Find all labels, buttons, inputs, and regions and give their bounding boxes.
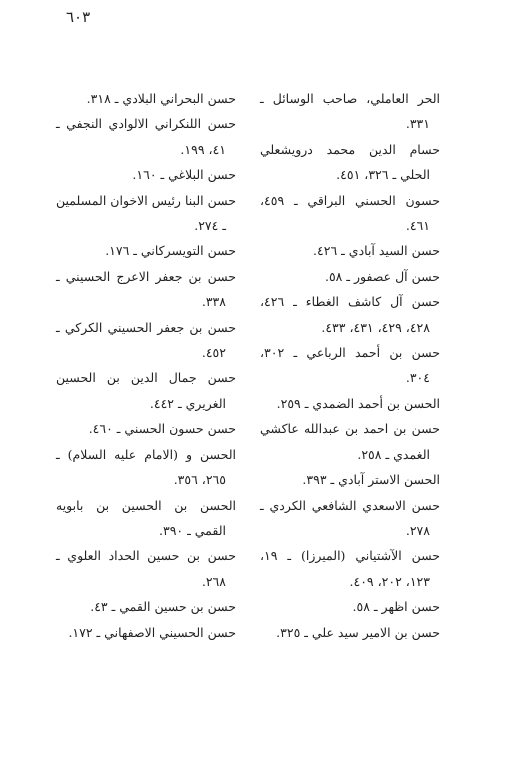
index-entry: حسن بن جعفر الاعرج الحسيني ـ ٣٣٨. bbox=[56, 268, 236, 310]
index-entry: الحسن بن الحسين بن بابويه القمي ـ ٣٩٠. bbox=[56, 497, 236, 538]
index-entry: حسن بن الامير سيد علي ـ ٣٢٥. bbox=[276, 624, 440, 640]
index-entry: حسن الآشتياني (الميرزا) ـ ١٩، ١٢٣، ٢٠٢، ٤٠٩. bbox=[260, 548, 440, 589]
index-entry: حسن البنا رئيس الاخوان المسلمين ـ ٢٧٤. bbox=[56, 192, 236, 234]
index-entry: حسن بن جعفر الحسيني الكركي ـ ٤٥٢. bbox=[56, 319, 236, 361]
index-entry: حسن السيد آبادي ـ ٤٢٦. bbox=[313, 243, 440, 259]
index-entry: حسن البلاغي ـ ١٦٠. bbox=[132, 167, 236, 183]
index-entry: حسن الحسيني الاصفهاني ـ ١٧٢. bbox=[68, 624, 236, 640]
index-entry: حسن البحراني البلادي ـ ٣١٨. bbox=[86, 91, 236, 106]
index-entry: حسام الدين محمد درويشعلي الحلي ـ ٣٢٦، ٤٥١. bbox=[260, 141, 440, 183]
index-entry: حسن التويسركاني ـ ١٧٦. bbox=[105, 243, 236, 259]
index-entry: الحسن بن أحمد الضمدي ـ ٢٥٩. bbox=[276, 395, 440, 411]
index-entry: حسن بن حسين الحداد العلوي ـ ٢٦٨. bbox=[56, 548, 236, 589]
index-entry: الحسن و (الامام عليه السلام) ـ ٢٦٥، ٣٥٦. bbox=[56, 446, 236, 488]
index-entry: حسن بن أحمد الرباعي ـ ٣٠٢، ٣٠٤. bbox=[260, 345, 440, 386]
index-entry: حسن الاسعدي الشافعي الكردي ـ ٢٧٨. bbox=[260, 497, 440, 538]
index-entry: حسن بن حسين القمي ـ ٤٣. bbox=[90, 599, 236, 615]
page-number: ٦٠٣ bbox=[66, 8, 91, 26]
index-entry: حسن آل عصفور ـ ٥٨. bbox=[324, 268, 440, 284]
index-entry: حسن آل كاشف الغطاء ـ ٤٢٦، ٤٢٨، ٤٢٩، ٤٣١، ٤٣٣. bbox=[260, 294, 440, 335]
index-entry: حسن جمال الدين بن الحسين الغريري ـ ٤٤٢. bbox=[56, 370, 236, 411]
index-entry: حسن حسون الحسني ـ ٤٦٠. bbox=[88, 421, 236, 437]
index-entry: الحسن الاستر آبادي ـ ٣٩٣. bbox=[302, 472, 440, 488]
index-entry: حسن اظهر ـ ٥٨. bbox=[352, 599, 440, 615]
index-entry: الحر العاملي، صاحب الوسائل ـ ٣٣١. bbox=[260, 91, 440, 132]
index-column-right bbox=[260, 86, 440, 645]
index-entry: حسون الحسني البراقي ـ ٤٥٩، ٤٦١. bbox=[260, 192, 440, 234]
index-entry: حسن اللنكراني الالوادي النجفي ـ ٤١، ١٩٩. bbox=[56, 116, 236, 157]
index-column-left bbox=[56, 86, 236, 645]
index-entry: حسن بن احمد بن عبدالله عاكشي الغمدي ـ ٢٥٨. bbox=[260, 421, 440, 462]
